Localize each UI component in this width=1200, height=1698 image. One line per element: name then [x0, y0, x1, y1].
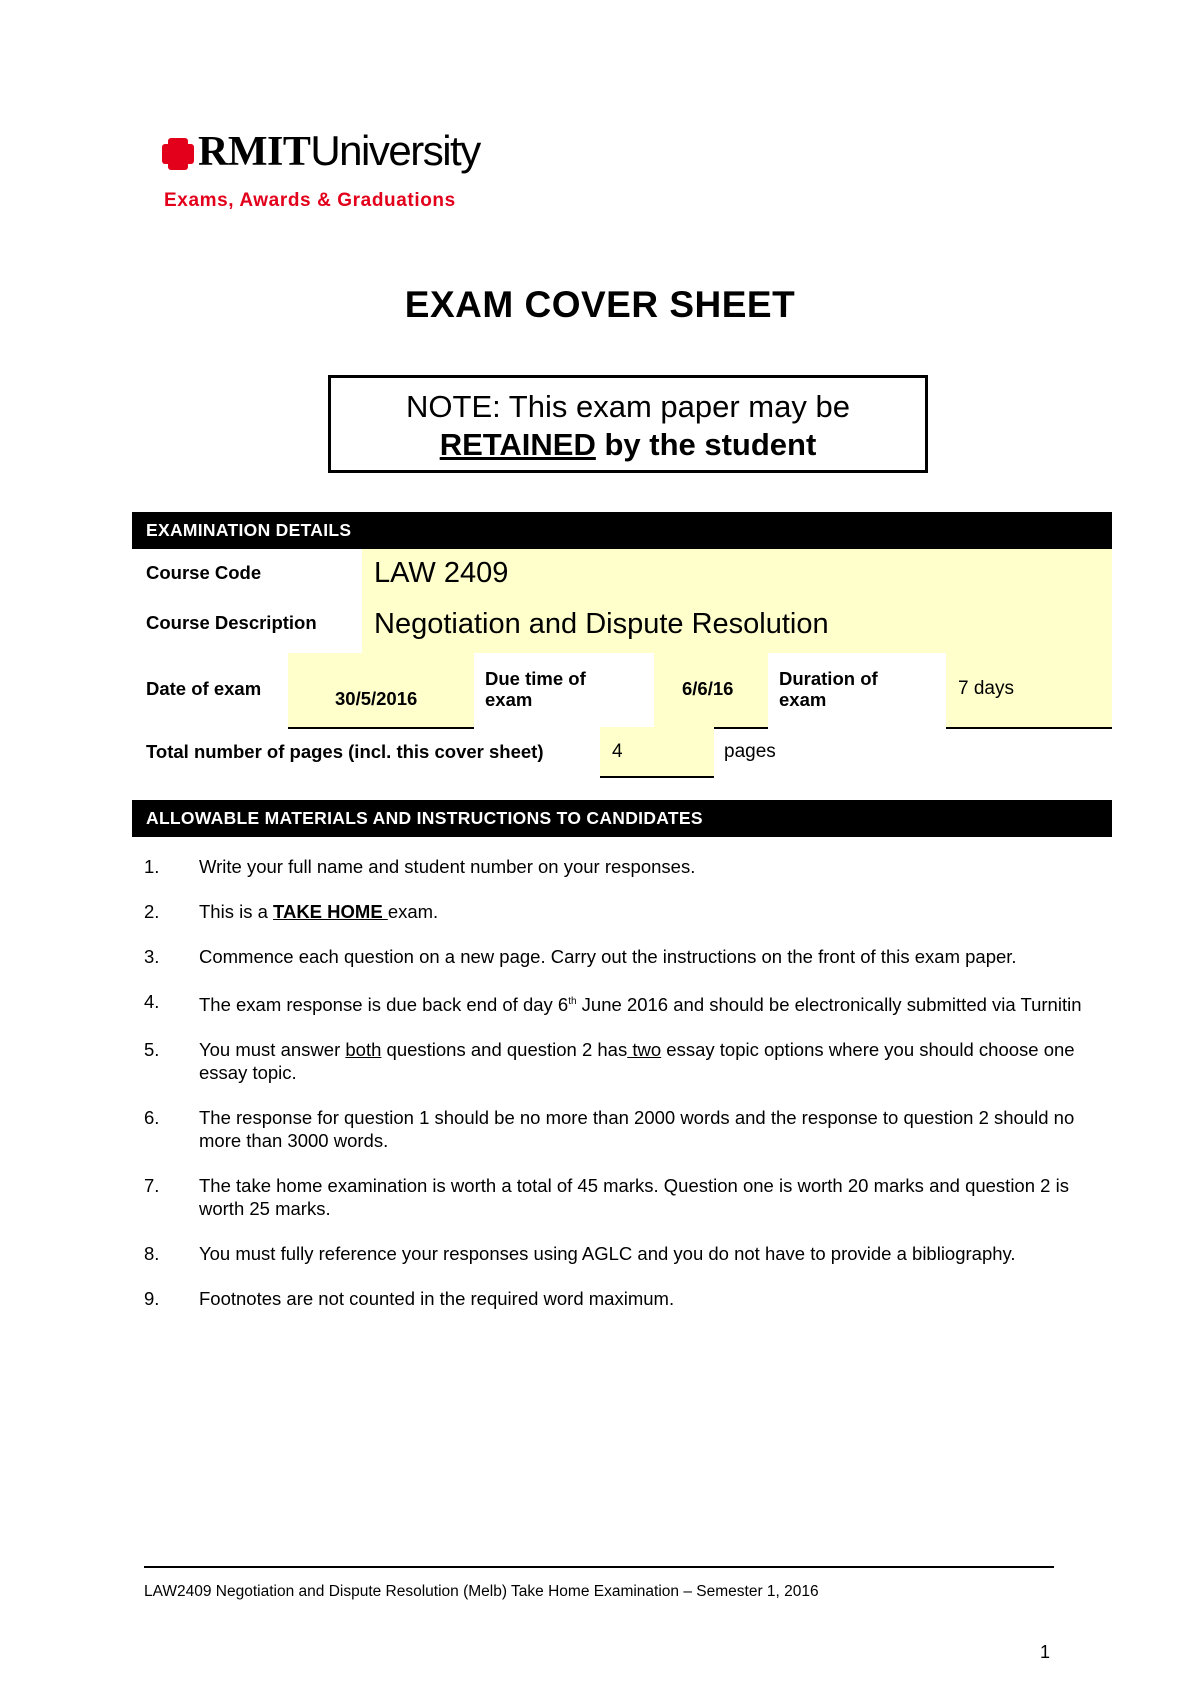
item-text: The exam response is due back end of day 6 — [199, 994, 569, 1016]
note-line-2 — [331, 426, 925, 464]
page-title: EXAM COVER SHEET — [404, 284, 796, 325]
list-item — [144, 1038, 1104, 1084]
item-number: 5. — [144, 1039, 160, 1061]
page-number: 1 — [1040, 1642, 1051, 1662]
ordinal-suffix: th — [568, 996, 577, 1007]
emphasis-two: two — [627, 1039, 662, 1061]
list-item — [144, 1242, 1104, 1265]
exam-details-heading: EXAMINATION DETAILS — [132, 512, 1112, 549]
item-number: 9. — [144, 1288, 160, 1310]
item-text: This is a — [199, 901, 274, 922]
list-item — [144, 1174, 1104, 1220]
item-text: Write your full name and student number on your responses. — [199, 856, 696, 877]
rmit-logo-icon — [160, 136, 196, 172]
department-name: Exams, Awards & Graduations — [164, 190, 456, 211]
note-retained: RETAINED — [439, 427, 596, 462]
item-text: Commence each question on a new page. Carry out the instructions on the front of this exam paper. — [199, 946, 1017, 967]
due-time-label-2: exam — [485, 689, 533, 710]
list-item — [144, 945, 1104, 968]
take-home-emphasis: TAKE HOME — [273, 901, 388, 922]
item-number: 3. — [144, 946, 160, 967]
list-item — [144, 900, 1104, 923]
instructions-list — [144, 855, 1104, 1332]
due-time-value: 6/6/16 — [682, 678, 734, 699]
item-text: You must fully reference your responses using AGLC and you do not have to provide a bibliography. — [199, 1243, 1016, 1265]
date-label: Date of exam — [146, 678, 262, 699]
item-number: 2. — [144, 901, 160, 922]
list-item — [144, 1106, 1104, 1152]
duration-value: 7 days — [958, 678, 1014, 699]
total-pages-label: Total number of pages (incl. this cover sheet) — [146, 741, 544, 762]
due-time-label-1: Due time of — [485, 668, 586, 689]
footer-text: LAW2409 Negotiation and Dispute Resolution (Melb) Take Home Examination – Semester 1, 2016 — [144, 1583, 819, 1600]
date-value: 30/5/2016 — [335, 688, 418, 709]
item-text-end: exam. — [387, 901, 439, 922]
item-number: 6. — [144, 1107, 160, 1129]
instructions-heading: ALLOWABLE MATERIALS AND INSTRUCTIONS TO CANDIDATES — [132, 800, 1112, 837]
item-text-end: essay topic options where you should choose one essay topic. — [199, 1039, 1075, 1084]
item-text: You must answer — [199, 1039, 346, 1061]
item-number: 7. — [144, 1175, 160, 1197]
item-number: 1. — [144, 856, 160, 877]
duration-label-1: Duration of — [779, 668, 878, 689]
course-description-label: Course Description — [146, 612, 317, 633]
logo-university: University — [310, 127, 480, 174]
pages-unit: pages — [724, 741, 776, 762]
footer-divider — [144, 1566, 1054, 1568]
item-text-end: June 2016 and should be electronically submitted via Turnitin — [576, 994, 1082, 1016]
total-pages-value: 4 — [612, 741, 623, 762]
list-item — [144, 990, 1104, 1016]
item-text: Footnotes are not counted in the required word maximum. — [199, 1288, 675, 1310]
university-logo-text — [198, 126, 480, 177]
note-line-2-rest: by the student — [595, 427, 817, 462]
item-text: The take home examination is worth a total of 45 marks. Question one is worth 20 marks and question 2 is worth 25 marks. — [199, 1175, 1069, 1220]
item-number: 4. — [144, 991, 160, 1012]
emphasis-both: both — [345, 1039, 382, 1061]
duration-label-2: exam — [779, 689, 827, 710]
logo-rmit: RMIT — [198, 129, 311, 175]
item-text-mid: questions and question 2 has — [381, 1039, 628, 1061]
course-code-label: Course Code — [146, 562, 262, 583]
item-text: The response for question 1 should be no more than 2000 words and the response to question 2 should no more than 3000 words. — [199, 1107, 1075, 1152]
course-description-value: Negotiation and Dispute Resolution — [374, 608, 829, 640]
note-line-1: NOTE: This exam paper may be — [406, 389, 850, 424]
list-item — [144, 855, 1104, 878]
list-item — [144, 1287, 1104, 1310]
course-code-value: LAW 2409 — [374, 557, 509, 589]
item-number: 8. — [144, 1243, 160, 1265]
retain-note-box — [328, 375, 928, 473]
